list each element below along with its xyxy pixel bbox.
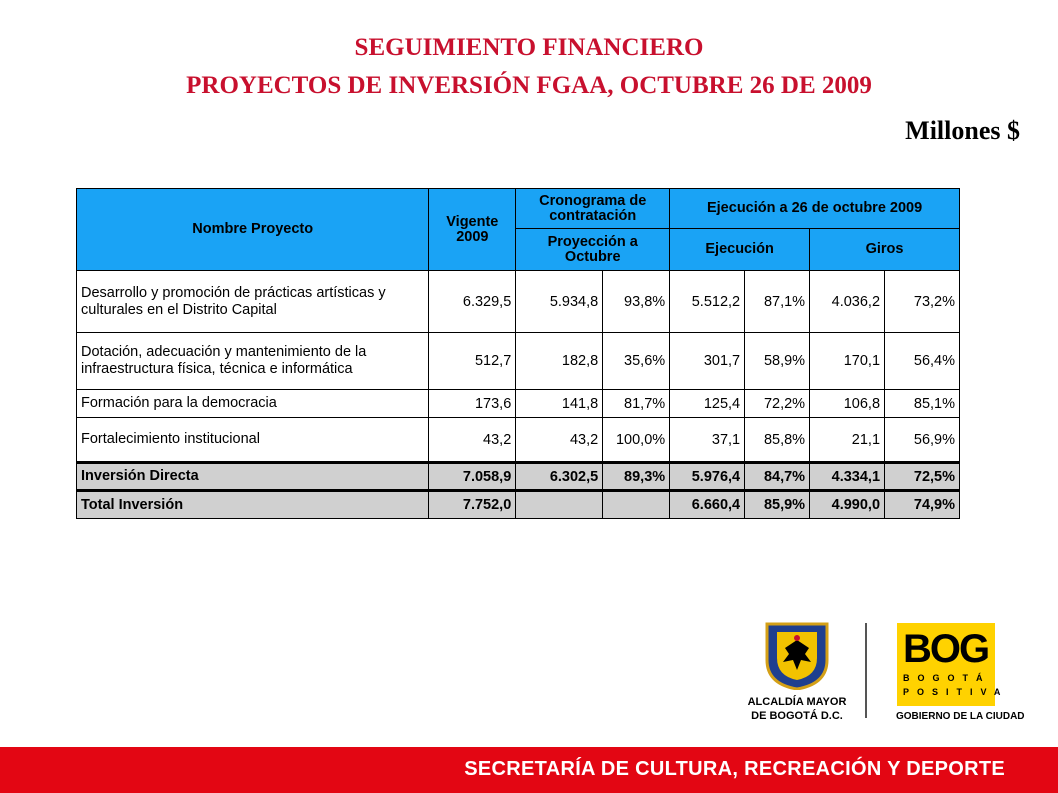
cell-giros-pct: 56,4%: [885, 333, 960, 390]
table-row-directa: [77, 463, 960, 491]
header-vigente: Vigente 2009: [429, 189, 516, 271]
cell-vigente: 512,7: [429, 333, 516, 390]
table-row: [77, 418, 960, 463]
cell-giros-pct: 74,9%: [885, 491, 960, 519]
cell-giros-pct: 85,1%: [885, 390, 960, 418]
units-label: Millones $: [905, 116, 1020, 145]
cell-vigente: 173,6: [429, 390, 516, 418]
cell-proy-pct: 89,3%: [603, 463, 670, 491]
cell-vigente: 43,2: [429, 418, 516, 463]
row-name: Fortalecimiento institucional: [77, 418, 429, 463]
cell-giros: 106,8: [810, 390, 885, 418]
cell-ejec: 5.976,4: [670, 463, 745, 491]
header-giros: Giros: [810, 229, 960, 271]
cell-giros-pct: 73,2%: [885, 271, 960, 333]
cell-giros-pct: 72,5%: [885, 463, 960, 491]
row-name: Dotación, adecuación y mantenimiento de la infraestructura física, técnica e informática: [77, 333, 429, 390]
cell-ejec-pct: 72,2%: [745, 390, 810, 418]
alcaldia-line2: DE BOGOTÁ D.C.: [751, 710, 843, 722]
cell-proy-pct: 81,7%: [603, 390, 670, 418]
cell-giros: 4.990,0: [810, 491, 885, 519]
header-ejecucion-group: Ejecución a 26 de octubre 2009: [670, 189, 960, 229]
cell-proy-pct: 35,6%: [603, 333, 670, 390]
cell-proy: 141,8: [516, 390, 603, 418]
footer-text: SECRETARÍA DE CULTURA, RECREACIÓN Y DEPORTE: [464, 758, 1005, 780]
cell-proy-pct: 100,0%: [603, 418, 670, 463]
alcaldia-line1: ALCALDÍA MAYOR: [747, 696, 847, 708]
cell-ejec-pct: 85,9%: [745, 491, 810, 519]
cell-ejec: 6.660,4: [670, 491, 745, 519]
row-name: Inversión Directa: [77, 463, 429, 491]
cell-vigente: 6.329,5: [429, 271, 516, 333]
cell-giros: 170,1: [810, 333, 885, 390]
coat-of-arms-icon: [733, 622, 861, 690]
alcaldia-logo: [733, 622, 861, 723]
financial-table: [76, 188, 960, 519]
row-name: Formación para la democracia: [77, 390, 429, 418]
table-row: [77, 271, 960, 333]
cell-giros-pct: 56,9%: [885, 418, 960, 463]
title-line-1: SEGUIMIENTO FINANCIERO: [354, 34, 704, 61]
footer-bar: [0, 747, 1058, 793]
gobierno-caption: GOBIERNO DE LA CIUDAD: [896, 711, 1025, 722]
cell-vigente: 7.058,9: [429, 463, 516, 491]
cell-giros: 21,1: [810, 418, 885, 463]
cell-ejec: 5.512,2: [670, 271, 745, 333]
cell-ejec-pct: 84,7%: [745, 463, 810, 491]
bog-line1: BOGOTÁ: [903, 673, 991, 683]
cell-ejec-pct: 87,1%: [745, 271, 810, 333]
table-row: [77, 333, 960, 390]
row-name: Total Inversión: [77, 491, 429, 519]
header-cronograma: Cronograma de contratación: [516, 189, 670, 229]
bog-line2: POSITIVA: [903, 687, 1009, 697]
cell-proy: 5.934,8: [516, 271, 603, 333]
row-name: Desarrollo y promoción de prácticas artísticas y culturales en el Distrito Capital: [77, 271, 429, 333]
cell-ejec: 37,1: [670, 418, 745, 463]
cell-proy: 43,2: [516, 418, 603, 463]
logo-divider: [865, 623, 867, 718]
cell-proy: [516, 491, 603, 519]
title-line-2: PROYECTOS DE INVERSIÓN FGAA, OCTUBRE 26 DE 2009: [186, 72, 872, 99]
cell-ejec: 125,4: [670, 390, 745, 418]
header-nombre: Nombre Proyecto: [77, 189, 429, 271]
table-row-total: [77, 491, 960, 519]
bog-positiva-logo: [897, 623, 1009, 706]
cell-proy: 182,8: [516, 333, 603, 390]
header-proyeccion: Proyección a Octubre: [516, 229, 670, 271]
table-row: [77, 390, 960, 418]
cell-vigente: 7.752,0: [429, 491, 516, 519]
cell-proy-pct: 93,8%: [603, 271, 670, 333]
header-ejecucion: Ejecución: [670, 229, 810, 271]
cell-proy-pct: [603, 491, 670, 519]
cell-ejec-pct: 85,8%: [745, 418, 810, 463]
cell-giros: 4.334,1: [810, 463, 885, 491]
cell-ejec: 301,7: [670, 333, 745, 390]
cell-giros: 4.036,2: [810, 271, 885, 333]
cell-ejec-pct: 58,9%: [745, 333, 810, 390]
cell-proy: 6.302,5: [516, 463, 603, 491]
bog-logo-text: BOG: [903, 627, 989, 671]
